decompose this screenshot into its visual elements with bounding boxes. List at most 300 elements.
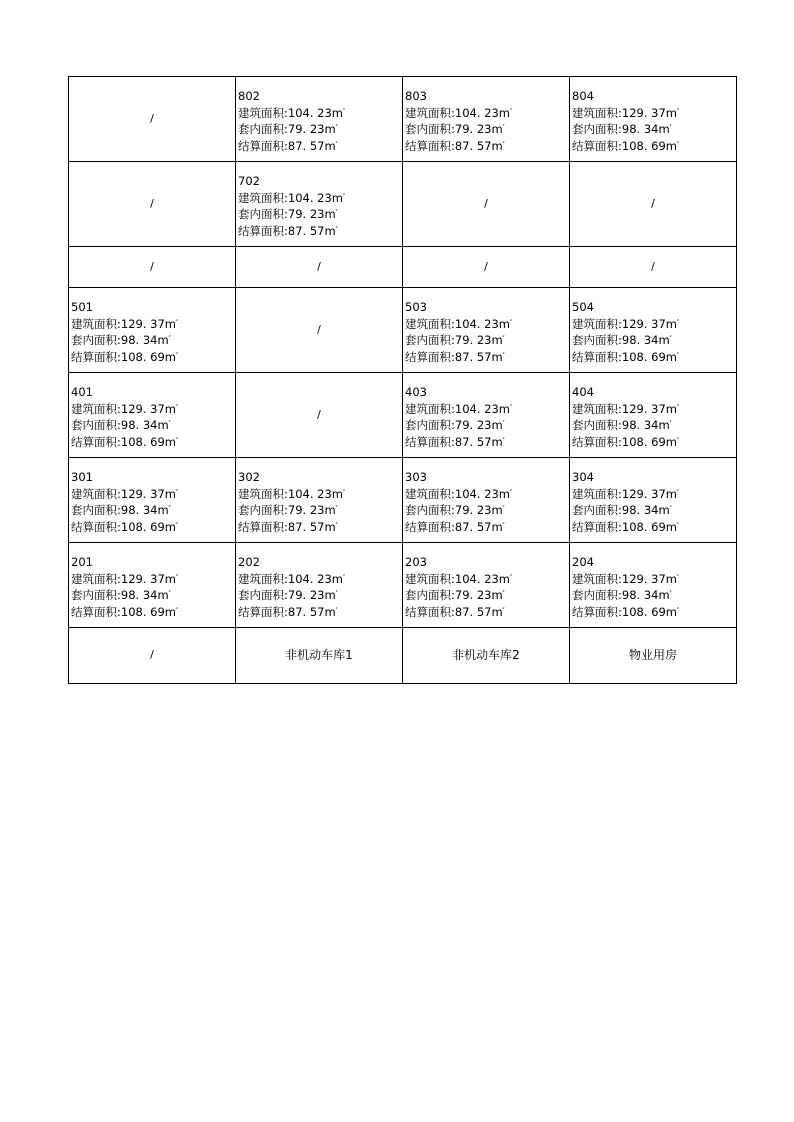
inner-area-value: 79. 23 — [287, 207, 325, 221]
unit-cell — [570, 77, 737, 162]
build-area-value: 129. 37 — [120, 316, 165, 331]
unit-number: 403 — [405, 385, 427, 399]
inner-area-line — [572, 502, 736, 519]
build-area-label: 建筑面积: — [238, 486, 288, 501]
settle-area-value: 87. 57 — [287, 223, 325, 238]
empty-cell — [570, 247, 737, 288]
unit-info — [69, 288, 235, 365]
settle-area-label: 结算面积: — [238, 138, 288, 153]
inner-area-line — [71, 417, 235, 434]
settle-area-line — [71, 349, 235, 366]
area-unit: m — [665, 316, 677, 331]
inner-area-value: 79. 23 — [287, 122, 325, 136]
area-unit-exponent: ² — [175, 318, 178, 325]
settle-area-label: 结算面积: — [572, 519, 622, 534]
empty-cell — [69, 77, 236, 162]
build-area-value: 104. 23 — [287, 486, 332, 501]
area-unit: m — [157, 503, 169, 517]
inner-area-value: 79. 23 — [287, 503, 325, 517]
area-unit-exponent: ² — [669, 505, 672, 511]
area-unit: m — [164, 519, 176, 534]
inner-area-label: 套内面积: — [572, 122, 622, 136]
area-unit: m — [157, 418, 169, 432]
inner-area-label: 套内面积: — [572, 588, 622, 602]
area-unit: m — [164, 316, 176, 331]
area-unit-exponent: ² — [676, 436, 679, 443]
empty-mark: / — [150, 259, 154, 273]
build-area-line — [572, 486, 736, 503]
empty-mark: / — [317, 407, 321, 421]
inner-area-line — [572, 121, 736, 138]
empty-cell — [69, 628, 236, 684]
unit-cell — [403, 458, 570, 543]
build-area-label: 建筑面积: — [71, 316, 121, 331]
build-area-line — [71, 571, 235, 588]
settle-area-line — [405, 349, 569, 366]
inner-area-line — [238, 121, 402, 138]
inner-area-value: 79. 23 — [454, 122, 492, 136]
area-unit: m — [324, 588, 336, 602]
build-area-label: 建筑面积: — [238, 105, 288, 120]
settle-area-label: 结算面积: — [71, 349, 121, 364]
area-unit-exponent: ² — [509, 107, 512, 114]
empty-cell — [236, 288, 403, 373]
area-unit: m — [658, 503, 670, 517]
settle-area-line — [71, 519, 235, 536]
floor-row — [69, 162, 737, 247]
area-unit-exponent: ² — [509, 403, 512, 410]
inner-area-line — [405, 587, 569, 604]
unit-number: 204 — [572, 555, 594, 569]
settle-area-line — [238, 519, 402, 536]
settle-area-label: 结算面积: — [405, 349, 455, 364]
build-area-line — [238, 105, 402, 122]
area-unit-exponent: ² — [175, 521, 178, 528]
settle-area-label: 结算面积: — [405, 138, 455, 153]
inner-area-line — [405, 332, 569, 349]
area-unit: m — [658, 588, 670, 602]
area-unit-exponent: ² — [676, 351, 679, 358]
unit-number: 702 — [238, 174, 260, 188]
unit-area-table — [68, 76, 737, 684]
settle-area-line — [572, 604, 736, 621]
settle-area-line — [405, 519, 569, 536]
floor-row — [69, 543, 737, 628]
area-unit-exponent: ² — [502, 505, 505, 511]
inner-area-line — [405, 502, 569, 519]
unit-number: 303 — [405, 470, 427, 484]
settle-area-label: 结算面积: — [572, 434, 622, 449]
area-unit: m — [324, 122, 336, 136]
area-unit-exponent: ² — [676, 488, 679, 495]
area-unit-exponent: ² — [175, 403, 178, 410]
settle-area-value: 108. 69 — [621, 519, 666, 534]
build-area-label: 建筑面积: — [405, 571, 455, 586]
facility-label: 物业用房 — [628, 648, 677, 663]
area-unit-exponent: ² — [669, 420, 672, 426]
inner-area-value: 79. 23 — [454, 503, 492, 517]
area-unit-exponent: ² — [676, 107, 679, 114]
area-unit: m — [665, 349, 677, 364]
settle-area-value: 87. 57 — [454, 604, 492, 619]
inner-area-value: 98. 34 — [120, 503, 158, 517]
floor-row — [69, 77, 737, 162]
build-area-label: 建筑面积: — [238, 190, 288, 205]
build-area-line — [238, 190, 402, 207]
area-unit-exponent: ² — [676, 403, 679, 410]
build-area-value: 104. 23 — [287, 105, 332, 120]
unit-info — [570, 77, 736, 154]
unit-cell — [69, 458, 236, 543]
area-unit: m — [665, 519, 677, 534]
empty-cell — [403, 247, 570, 288]
build-area-label: 建筑面积: — [405, 401, 455, 416]
build-area-line — [238, 486, 402, 503]
area-unit: m — [164, 349, 176, 364]
inner-area-line — [238, 206, 402, 223]
build-area-line — [405, 105, 569, 122]
area-unit-exponent: ² — [342, 107, 345, 114]
build-area-value: 104. 23 — [454, 316, 499, 331]
area-unit-exponent: ² — [175, 436, 178, 443]
area-unit: m — [665, 105, 677, 120]
build-area-line — [238, 571, 402, 588]
inner-area-line — [572, 587, 736, 604]
area-unit-exponent: ² — [168, 505, 171, 511]
build-area-value: 104. 23 — [454, 571, 499, 586]
area-unit-exponent: ² — [502, 351, 505, 358]
area-unit: m — [498, 105, 510, 120]
inner-area-label: 套内面积: — [71, 588, 121, 602]
facility-cell — [403, 628, 570, 684]
area-unit-exponent: ² — [335, 590, 338, 596]
area-unit: m — [498, 316, 510, 331]
unit-cell — [403, 373, 570, 458]
unit-info — [69, 458, 235, 535]
area-unit-exponent: ² — [676, 318, 679, 325]
inner-area-label: 套内面积: — [572, 333, 622, 347]
settle-area-value: 108. 69 — [120, 434, 165, 449]
unit-cell — [69, 373, 236, 458]
facility-cell — [570, 628, 737, 684]
area-unit: m — [324, 138, 336, 153]
area-unit: m — [498, 571, 510, 586]
unit-cell — [69, 288, 236, 373]
unit-area-table-body — [69, 77, 737, 684]
inner-area-value: 98. 34 — [621, 122, 659, 136]
inner-area-line — [71, 502, 235, 519]
settle-area-line — [405, 138, 569, 155]
area-unit: m — [665, 571, 677, 586]
settle-area-line — [71, 434, 235, 451]
settle-area-value: 108. 69 — [621, 349, 666, 364]
unit-cell — [403, 543, 570, 628]
inner-area-value: 98. 34 — [621, 333, 659, 347]
unit-number: 404 — [572, 385, 594, 399]
empty-mark: / — [317, 322, 321, 336]
build-area-value: 104. 23 — [287, 571, 332, 586]
empty-mark: / — [484, 196, 488, 210]
inner-area-line — [405, 121, 569, 138]
build-area-value: 129. 37 — [621, 486, 666, 501]
area-unit: m — [658, 122, 670, 136]
settle-area-value: 87. 57 — [454, 138, 492, 153]
inner-area-label: 套内面积: — [238, 207, 288, 221]
unit-info — [236, 162, 402, 239]
area-unit: m — [157, 333, 169, 347]
area-unit-exponent: ² — [509, 488, 512, 495]
floor-row — [69, 288, 737, 373]
build-area-value: 104. 23 — [454, 105, 499, 120]
area-unit-exponent: ² — [502, 124, 505, 130]
area-unit: m — [164, 604, 176, 619]
inner-area-line — [572, 332, 736, 349]
area-unit: m — [491, 604, 503, 619]
area-unit: m — [331, 571, 343, 586]
settle-area-value: 108. 69 — [120, 519, 165, 534]
inner-area-value: 79. 23 — [454, 588, 492, 602]
floor-row — [69, 373, 737, 458]
settle-area-line — [238, 138, 402, 155]
inner-area-value: 98. 34 — [621, 418, 659, 432]
area-unit: m — [665, 138, 677, 153]
empty-cell — [403, 162, 570, 247]
inner-area-label: 套内面积: — [238, 122, 288, 136]
unit-number: 504 — [572, 300, 594, 314]
area-unit: m — [164, 486, 176, 501]
build-area-line — [71, 486, 235, 503]
build-area-label: 建筑面积: — [238, 571, 288, 586]
inner-area-value: 98. 34 — [120, 333, 158, 347]
settle-area-line — [572, 519, 736, 536]
inner-area-label: 套内面积: — [238, 588, 288, 602]
floor-row — [69, 628, 737, 684]
area-unit-exponent: ² — [342, 573, 345, 580]
area-unit: m — [491, 349, 503, 364]
settle-area-label: 结算面积: — [405, 519, 455, 534]
area-unit-exponent: ² — [509, 318, 512, 325]
empty-cell — [69, 162, 236, 247]
area-unit-exponent: ² — [502, 590, 505, 596]
unit-info — [570, 288, 736, 365]
unit-cell — [236, 458, 403, 543]
floor-row — [69, 458, 737, 543]
build-area-label: 建筑面积: — [405, 105, 455, 120]
unit-number: 802 — [238, 89, 260, 103]
empty-cell — [236, 247, 403, 288]
area-unit: m — [491, 418, 503, 432]
settle-area-label: 结算面积: — [572, 604, 622, 619]
inner-area-line — [405, 417, 569, 434]
build-area-value: 129. 37 — [120, 401, 165, 416]
unit-number: 804 — [572, 89, 594, 103]
area-unit: m — [658, 333, 670, 347]
build-area-value: 129. 37 — [621, 316, 666, 331]
inner-area-label: 套内面积: — [405, 503, 455, 517]
floor-row — [69, 247, 737, 288]
unit-info — [570, 373, 736, 450]
settle-area-value: 87. 57 — [454, 349, 492, 364]
inner-area-value: 98. 34 — [120, 418, 158, 432]
settle-area-value: 87. 57 — [287, 519, 325, 534]
settle-area-label: 结算面积: — [71, 519, 121, 534]
area-unit-exponent: ² — [168, 335, 171, 341]
build-area-label: 建筑面积: — [71, 401, 121, 416]
unit-info — [69, 543, 235, 620]
area-unit: m — [324, 223, 336, 238]
build-area-line — [572, 401, 736, 418]
unit-info — [570, 543, 736, 620]
build-area-line — [71, 401, 235, 418]
settle-area-value: 108. 69 — [120, 349, 165, 364]
unit-number: 503 — [405, 300, 427, 314]
empty-mark: / — [651, 196, 655, 210]
inner-area-value: 79. 23 — [454, 333, 492, 347]
settle-area-line — [238, 604, 402, 621]
area-unit: m — [164, 434, 176, 449]
inner-area-label: 套内面积: — [572, 503, 622, 517]
settle-area-line — [71, 604, 235, 621]
area-unit-exponent: ² — [676, 606, 679, 613]
area-unit: m — [491, 122, 503, 136]
inner-area-line — [238, 502, 402, 519]
build-area-label: 建筑面积: — [572, 316, 622, 331]
unit-number: 301 — [71, 470, 93, 484]
unit-number: 401 — [71, 385, 93, 399]
settle-area-value: 87. 57 — [287, 138, 325, 153]
unit-info — [403, 458, 569, 535]
settle-area-label: 结算面积: — [71, 604, 121, 619]
area-unit: m — [491, 434, 503, 449]
area-unit-exponent: ² — [342, 488, 345, 495]
settle-area-line — [238, 223, 402, 240]
settle-area-value: 108. 69 — [621, 434, 666, 449]
unit-cell — [570, 288, 737, 373]
unit-info — [69, 373, 235, 450]
unit-info — [403, 373, 569, 450]
settle-area-line — [572, 434, 736, 451]
unit-cell — [570, 458, 737, 543]
empty-cell — [69, 247, 236, 288]
area-unit-exponent: ² — [168, 420, 171, 426]
area-unit-exponent: ² — [335, 606, 338, 613]
build-area-value: 104. 23 — [454, 486, 499, 501]
area-unit-exponent: ² — [669, 124, 672, 130]
area-unit-exponent: ² — [168, 590, 171, 596]
build-area-line — [572, 316, 736, 333]
unit-cell — [236, 543, 403, 628]
area-unit-exponent: ² — [509, 573, 512, 580]
empty-cell — [570, 162, 737, 247]
inner-area-label: 套内面积: — [71, 418, 121, 432]
settle-area-value: 87. 57 — [454, 519, 492, 534]
area-unit-exponent: ² — [335, 140, 338, 147]
area-unit: m — [498, 486, 510, 501]
area-unit-exponent: ² — [676, 573, 679, 580]
area-unit-exponent: ² — [175, 488, 178, 495]
inner-area-label: 套内面积: — [572, 418, 622, 432]
area-unit-exponent: ² — [342, 192, 345, 199]
inner-area-value: 98. 34 — [621, 588, 659, 602]
inner-area-label: 套内面积: — [71, 333, 121, 347]
area-unit: m — [665, 604, 677, 619]
area-unit-exponent: ² — [175, 606, 178, 613]
area-unit: m — [331, 190, 343, 205]
area-unit: m — [498, 401, 510, 416]
unit-info — [236, 77, 402, 154]
unit-cell — [403, 288, 570, 373]
build-area-label: 建筑面积: — [71, 571, 121, 586]
inner-area-value: 79. 23 — [287, 588, 325, 602]
area-unit-exponent: ² — [502, 606, 505, 613]
area-unit: m — [331, 486, 343, 501]
unit-cell — [570, 373, 737, 458]
area-unit: m — [164, 571, 176, 586]
unit-number: 304 — [572, 470, 594, 484]
area-unit-exponent: ² — [335, 124, 338, 130]
settle-area-label: 结算面积: — [572, 349, 622, 364]
inner-area-label: 套内面积: — [405, 122, 455, 136]
inner-area-line — [572, 417, 736, 434]
build-area-label: 建筑面积: — [405, 486, 455, 501]
area-unit-exponent: ² — [335, 505, 338, 511]
empty-mark: / — [150, 111, 154, 125]
build-area-line — [71, 316, 235, 333]
inner-area-value: 98. 34 — [621, 503, 659, 517]
inner-area-line — [71, 332, 235, 349]
area-unit: m — [658, 418, 670, 432]
area-unit: m — [491, 503, 503, 517]
area-unit-exponent: ² — [175, 351, 178, 358]
build-area-label: 建筑面积: — [405, 316, 455, 331]
build-area-value: 104. 23 — [454, 401, 499, 416]
area-unit-exponent: ² — [502, 335, 505, 341]
build-area-label: 建筑面积: — [572, 105, 622, 120]
build-area-line — [405, 401, 569, 418]
area-unit: m — [491, 588, 503, 602]
area-unit: m — [665, 434, 677, 449]
build-area-line — [405, 571, 569, 588]
settle-area-label: 结算面积: — [238, 223, 288, 238]
area-unit: m — [665, 486, 677, 501]
build-area-line — [405, 316, 569, 333]
build-area-line — [572, 105, 736, 122]
build-area-label: 建筑面积: — [71, 486, 121, 501]
unit-info — [403, 77, 569, 154]
area-unit-exponent: ² — [676, 140, 679, 147]
area-unit: m — [665, 401, 677, 416]
unit-info — [570, 458, 736, 535]
area-unit: m — [324, 503, 336, 517]
settle-area-label: 结算面积: — [71, 434, 121, 449]
build-area-line — [572, 571, 736, 588]
inner-area-label: 套内面积: — [405, 333, 455, 347]
area-unit-exponent: ² — [335, 521, 338, 528]
facility-label: 非机动车库1 — [285, 648, 353, 663]
empty-cell — [236, 373, 403, 458]
inner-area-value: 79. 23 — [454, 418, 492, 432]
unit-cell — [570, 543, 737, 628]
settle-area-line — [572, 138, 736, 155]
area-unit: m — [324, 604, 336, 619]
build-area-value: 129. 37 — [621, 105, 666, 120]
empty-mark: / — [150, 648, 154, 662]
area-unit-exponent: ² — [502, 436, 505, 443]
area-unit-exponent: ² — [502, 140, 505, 147]
build-area-value: 104. 23 — [287, 190, 332, 205]
empty-mark: / — [317, 259, 321, 273]
settle-area-label: 结算面积: — [238, 519, 288, 534]
